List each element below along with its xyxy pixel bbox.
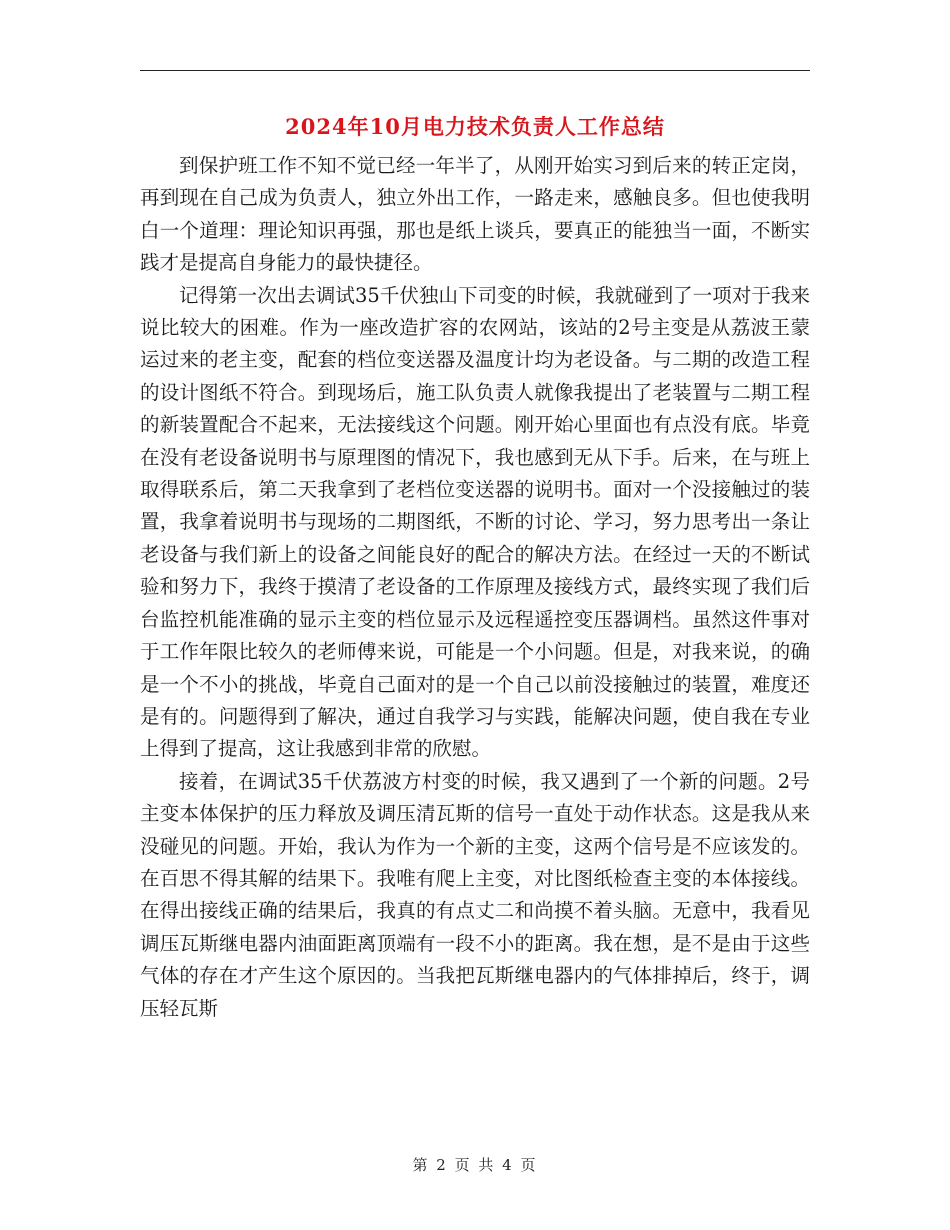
page-footer: 第 2 页 共 4 页	[412, 1156, 538, 1174]
paragraph-3: 接着，在调试35千伏荔波方村变的时候，我又遇到了一个新的问题。2号主变本体保护的压力释放及调压清瓦斯的信号一直处于动作状态。这是我从来没碰见的问题。开始，我认为作为一个新的主变，这两个信号是不应该发的。在百思不得其解的结果下。我唯有爬上主变，对比图纸检查主变的本体接线。在得出接线正确的结果后，我真的有点丈二和尚摸不着头脑。无意中，我看见调压瓦斯继电器内油面距离顶端有一段不小的距离。我在想，是不是由于这些气体的存在才产生这个原因的。当我把瓦斯继电器内的气体排掉后，终于，调压轻瓦斯	[140, 769, 810, 1020]
paragraph-2: 记得第一次出去调试35千伏独山下司变的时候，我就碰到了一项对于我来说比较大的困难。作为一座改造扩容的农网站，该站的2号主变是从荔波王蒙运过来的老主变，配套的档位变送器及温度计均为老设备。与二期的改造工程的设计图纸不符合。到现场后，施工队负责人就像我提出了老装置与二期工程的新装置配合不起来，无法接线这个问题。刚开始心里面也有点没有底。毕竟在没有老设备说明书与原理图的情况下，我也感到无从下手。后来，在与班上取得联系后，第二天我拿到了老档位变送器的说明书。面对一个没接触过的装置，我拿着说明书与现场的二期图纸，不断的讨论、学习，努力思考出一条让老设备与我们新上的设备之间能良好的配合的解决方法。在经过一天的不断试验和努力下，我终于摸清了老设备的工作原理及接线方式，最终实现了我们后台监控机能准确的显示主变的档位显示及远程遥控变压器调档。虽然这件事对于工作年限比较久的老师傅来说，可能是一个小问题。但是，对我来说，的确是一个不小的挑战，毕竟自己面对的是一个自己以前没接触过的装置，难度还是有的。问题得到了解决，通过自我学习与实践，能解决问题，使自我在专业上得到了提高，这让我感到非常的欣慰。	[140, 283, 810, 761]
document-title: 2024年10月电力技术负责人工作总结	[285, 114, 665, 139]
document-body	[140, 150, 810, 1025]
header-rule	[140, 70, 810, 71]
paragraph-1: 到保护班工作不知不觉已经一年半了，从刚开始实习到后来的转正定岗，再到现在自己成为负责人，独立外出工作，一路走来，感触良多。但也使我明白一个道理：理论知识再强，那也是纸上谈兵，要真正的能独当一面，不断实践才是提高自身能力的最快捷径。	[140, 154, 810, 275]
